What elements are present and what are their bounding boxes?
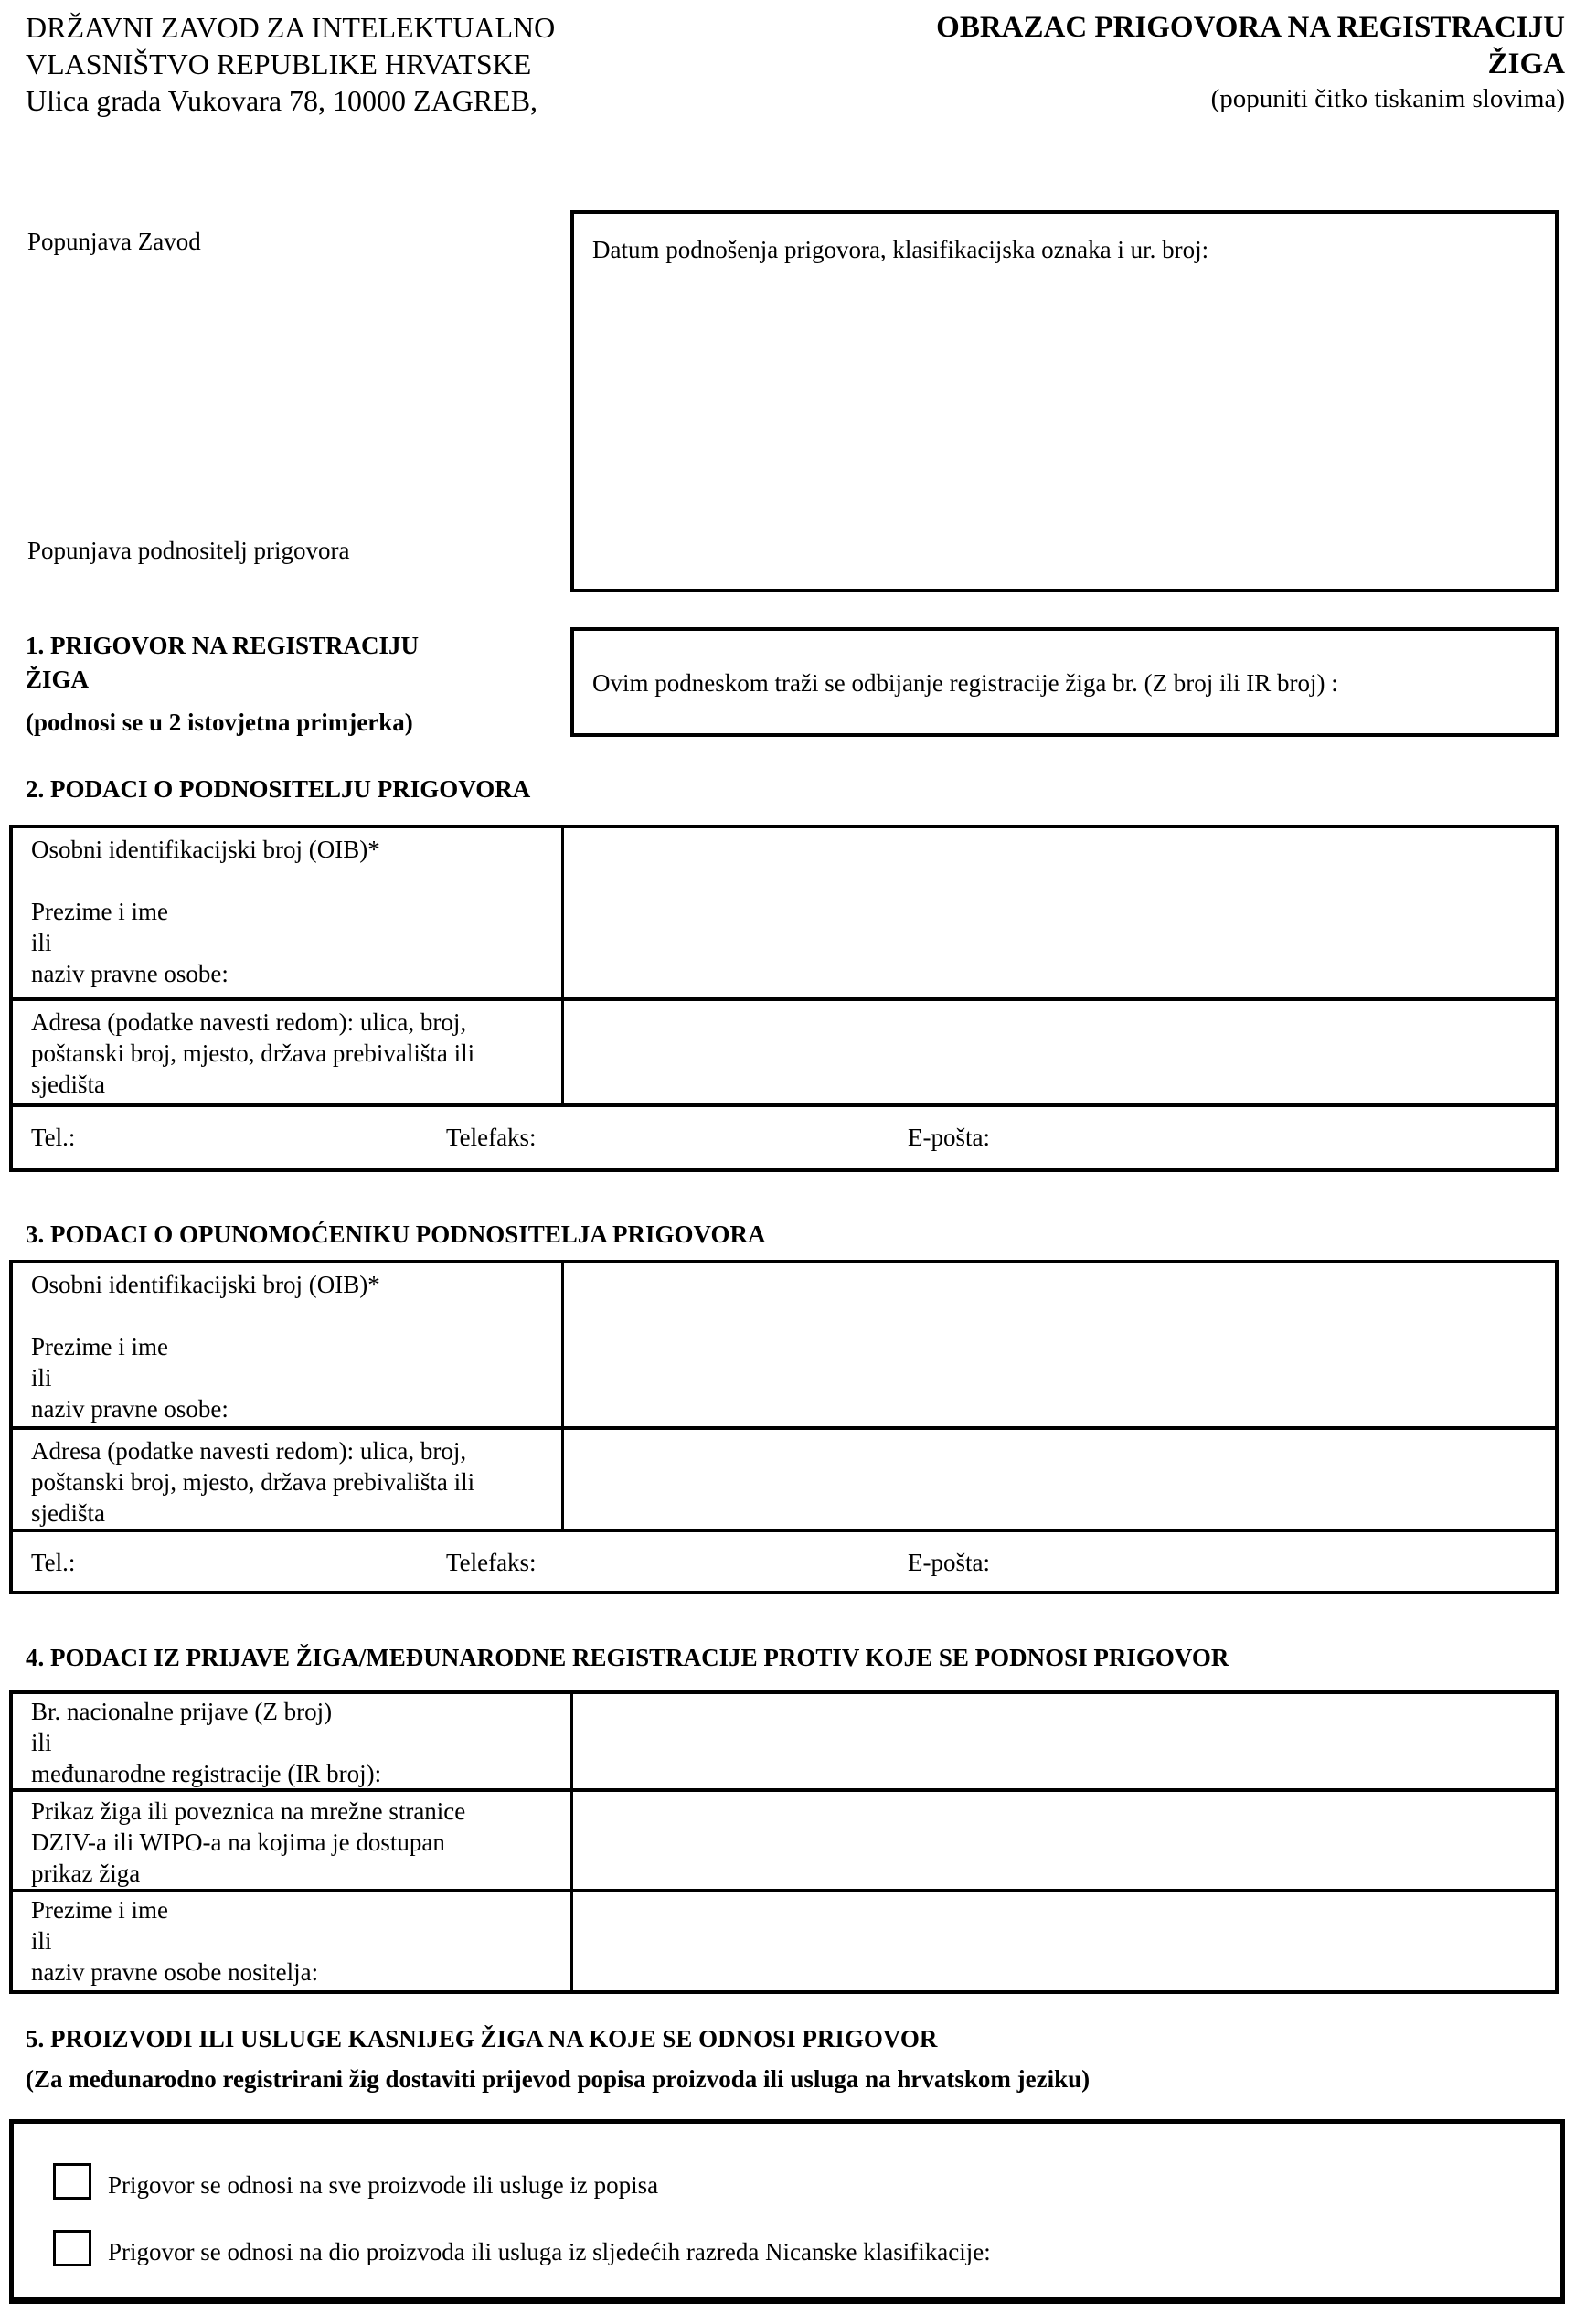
checkbox-all-goods-services[interactable]: [53, 2163, 91, 2200]
date-classification-box[interactable]: [570, 210, 1559, 592]
option-all-goods-services-label: Prigovor se odnosi na sve proizvode ili usluge iz popisa: [108, 2171, 659, 2199]
section4-representation-row: [13, 1792, 1555, 1892]
section2-address-input-cell[interactable]: [564, 1001, 1555, 1103]
section3-address-input-cell[interactable]: [564, 1430, 1555, 1529]
option-part-goods-services-label: Prigovor se odnosi na dio proizvoda ili usluga iz sljedećih razreda Nicanske klasifikacije:: [108, 2238, 991, 2265]
mark-representation-label-line-3: prikaz žiga: [31, 1860, 141, 1887]
section3-address-row: [13, 1430, 1555, 1532]
section3-table: [9, 1260, 1559, 1594]
tel-label: Tel.:: [31, 1549, 76, 1576]
address-label-line-2: poštanski broj, mjesto, država prebivališta ili: [31, 1039, 475, 1067]
legal-entity-label: naziv pravne osobe:: [31, 960, 229, 987]
surname-name-label: Prezime i ime: [31, 1333, 168, 1360]
form-title-line-2: ŽIGA: [1487, 48, 1565, 80]
form-title-block: [936, 9, 1565, 115]
or-label: ili: [31, 929, 52, 956]
opposition-request-box[interactable]: [570, 627, 1559, 737]
label-filled-by-office: Popunjava Zavod: [27, 228, 201, 255]
holder-name-label-line-1: Prezime i ime: [31, 1896, 168, 1924]
address-label-line-3: sjedišta: [31, 1071, 105, 1098]
section4-representation-input-cell[interactable]: [573, 1792, 1555, 1889]
section5-heading-line-2: (Za međunarodno registrirani žig dostaviti prijevod popisa proizvoda ili usluga na hrvatskom jeziku): [26, 2065, 1091, 2093]
section3-identity-input-cell[interactable]: [564, 1263, 1555, 1426]
application-number-label-line-2: ili: [31, 1729, 52, 1756]
office-name-line-2: VLASNIŠTVO REPUBLIKE HRVATSKE: [26, 48, 532, 80]
section1-heading-line-2: ŽIGA: [26, 666, 90, 693]
holder-name-label-line-2: ili: [31, 1927, 52, 1955]
section4-holder-row: [13, 1892, 1555, 1990]
checkbox-part-goods-services[interactable]: [53, 2230, 91, 2266]
application-number-label-line-3: međunarodne registracije (IR broj):: [31, 1760, 382, 1787]
section3-contact-row[interactable]: [13, 1532, 1555, 1591]
or-label: ili: [31, 1364, 52, 1391]
section4-number-row: [13, 1694, 1555, 1792]
label-filled-by-opponent: Popunjava podnositelj prigovora: [27, 537, 350, 564]
address-label-line-1: Adresa (podatke navesti redom): ulica, broj,: [31, 1008, 467, 1036]
mark-representation-label-line-2: DZIV-a ili WIPO-a na kojima je dostupan: [31, 1828, 445, 1856]
mark-representation-label-line-1: Prikaz žiga ili poveznica na mrežne stranice: [31, 1797, 466, 1825]
application-number-label-line-1: Br. nacionalne prijave (Z broj): [31, 1698, 333, 1725]
opposition-request-text: Ovim podneskom traži se odbijanje registracije žiga br. (Z broj ili IR broj) :: [592, 669, 1338, 697]
section2-heading: 2. PODACI O PODNOSITELJU PRIGOVORA: [26, 775, 531, 803]
address-label-line-3: sjedišta: [31, 1499, 105, 1527]
oib-label: Osobni identifikacijski broj (OIB)*: [31, 1271, 380, 1298]
section2-contact-row[interactable]: [13, 1107, 1555, 1168]
holder-name-label-line-3: naziv pravne osobe nositelja:: [31, 1958, 319, 1986]
section1-heading-line-1: 1. PRIGOVOR NA REGISTRACIJU: [26, 632, 420, 659]
office-name-line-1: DRŽAVNI ZAVOD ZA INTELEKTUALNO: [26, 11, 556, 44]
email-label: E-pošta:: [908, 1549, 990, 1576]
fax-label: Telefaks:: [446, 1549, 537, 1576]
section2-identity-input-cell[interactable]: [564, 828, 1555, 997]
section1-heading: [26, 629, 419, 740]
section4-table: [9, 1690, 1559, 1994]
tel-label: Tel.:: [31, 1124, 76, 1151]
section3-heading: 3. PODACI O OPUNOMOĆENIKU PODNOSITELJA PRIGOVORA: [26, 1221, 766, 1248]
surname-name-label: Prezime i ime: [31, 898, 168, 925]
section4-heading: 4. PODACI IZ PRIJAVE ŽIGA/MEĐUNARODNE REGISTRACIJE PROTIV KOJE SE PODNOSI PRIGOVOR: [26, 1644, 1229, 1671]
issuing-office-address: [26, 9, 555, 119]
section3-identity-row: [13, 1263, 1555, 1430]
office-street-line: Ulica grada Vukovara 78, 10000 ZAGREB,: [26, 84, 538, 117]
form-title-line-1: OBRAZAC PRIGOVORA NA REGISTRACIJU: [936, 11, 1565, 44]
section4-number-input-cell[interactable]: [573, 1694, 1555, 1788]
fax-label: Telefaks:: [446, 1124, 537, 1151]
section4-holder-input-cell[interactable]: [573, 1892, 1555, 1990]
address-label-line-2: poštanski broj, mjesto, država prebivališta ili: [31, 1468, 475, 1496]
goods-services-scope-box: [9, 2119, 1565, 2304]
email-label: E-pošta:: [908, 1124, 990, 1151]
section5-heading-line-1: 5. PROIZVODI ILI USLUGE KASNIJEG ŽIGA NA KOJE SE ODNOSI PRIGOVOR: [26, 2025, 938, 2052]
form-title-note: (popuniti čitko tiskanim slovima): [1210, 84, 1565, 113]
section2-table: [9, 825, 1559, 1172]
section2-address-row: [13, 1001, 1555, 1107]
date-classification-label: Datum podnošenja prigovora, klasifikacijska oznaka i ur. broj:: [592, 236, 1209, 263]
legal-entity-label: naziv pravne osobe:: [31, 1395, 229, 1423]
address-label-line-1: Adresa (podatke navesti redom): ulica, broj,: [31, 1437, 467, 1465]
section2-identity-row: [13, 828, 1555, 1001]
section1-heading-line-3: (podnosi se u 2 istovjetna primjerka): [26, 709, 413, 736]
oib-label: Osobni identifikacijski broj (OIB)*: [31, 836, 380, 863]
